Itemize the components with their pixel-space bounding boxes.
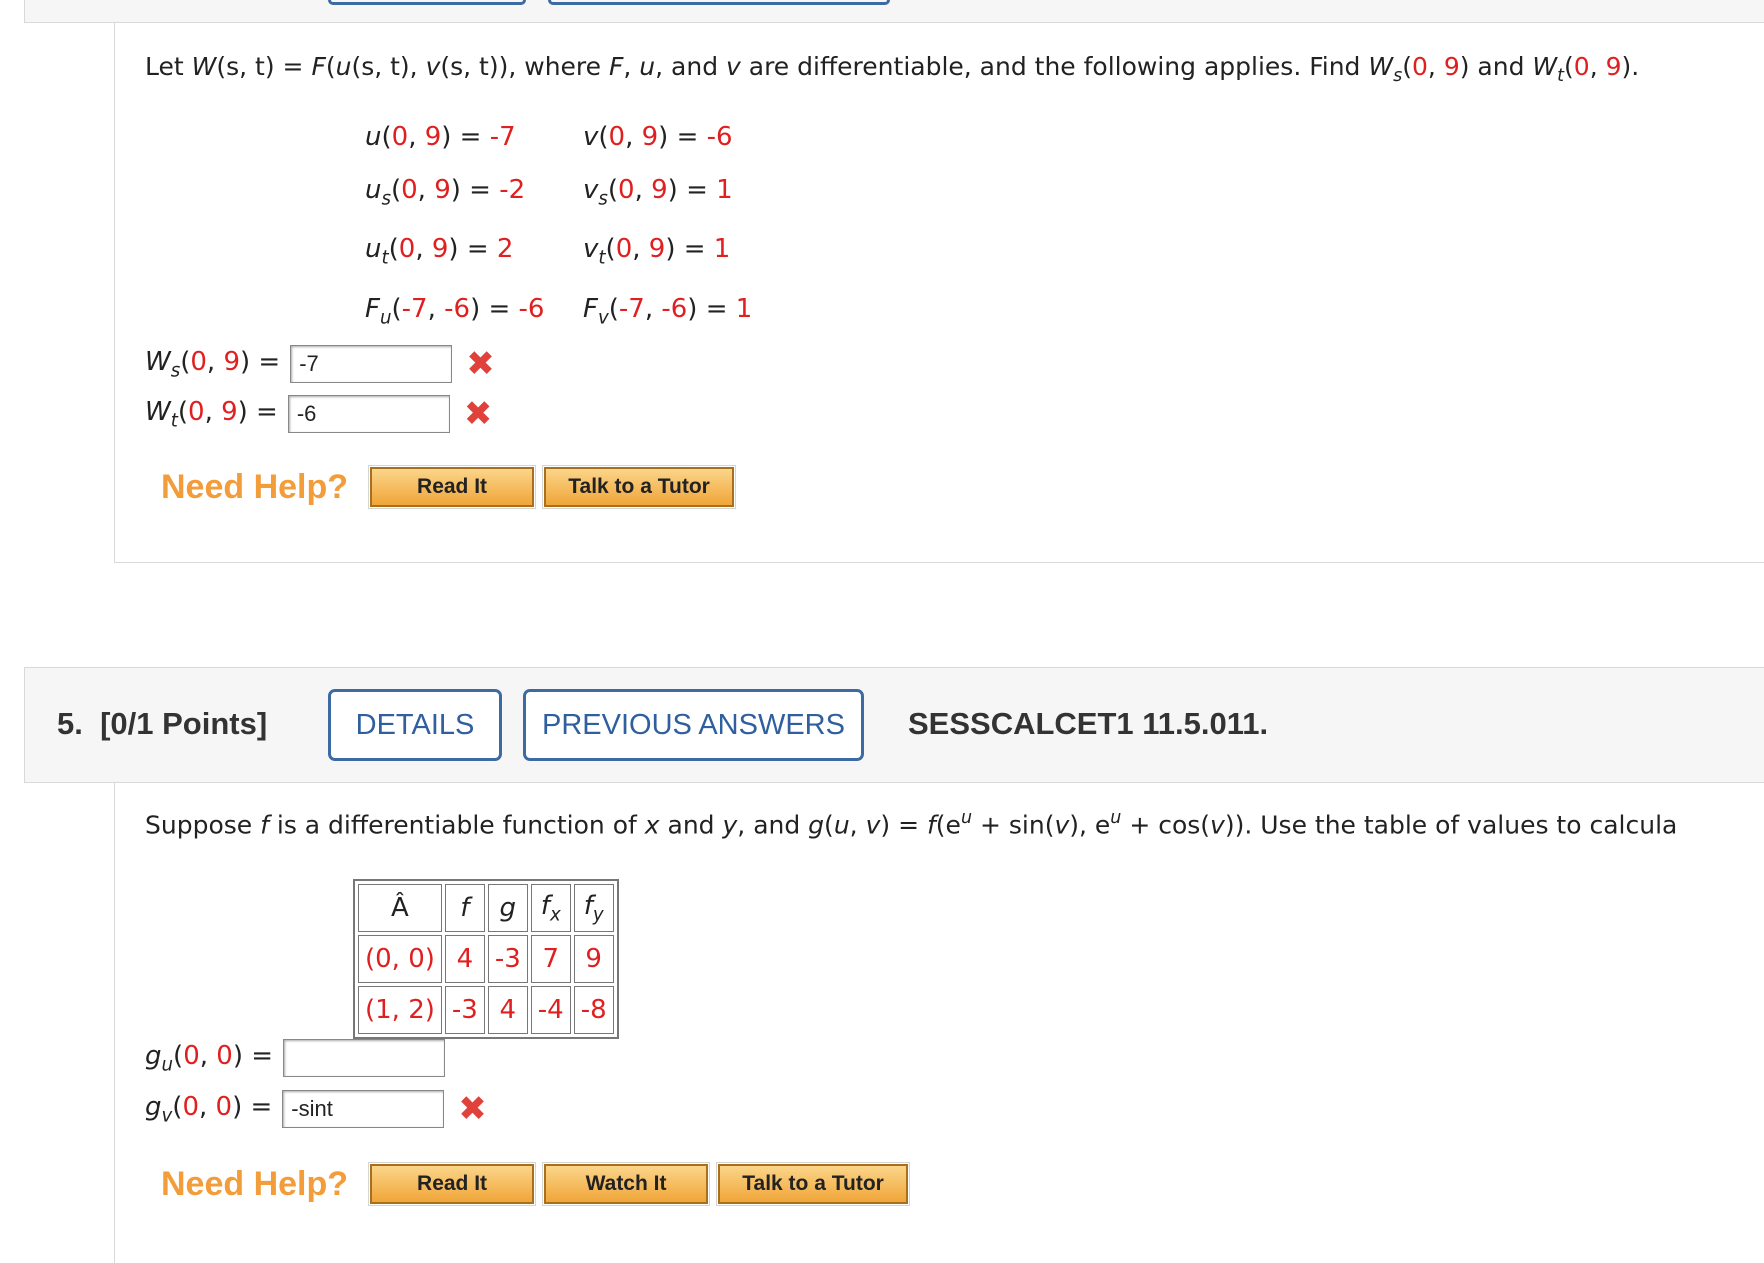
answer-gv	[145, 1090, 487, 1128]
talk-to-tutor-button[interactable]: Talk to a Tutor	[718, 1164, 908, 1204]
q4-body	[114, 22, 1764, 563]
talk-to-tutor-button[interactable]: Talk to a Tutor	[544, 467, 734, 507]
given-us: $u_s(0$, 9) = -2	[365, 175, 526, 210]
q4-previous-answers-button[interactable]	[548, 0, 890, 5]
given-vt: $v_t(0$, 9) = 1	[583, 234, 731, 269]
q5-body	[114, 783, 1764, 1263]
read-it-button[interactable]: Read It	[370, 1164, 534, 1204]
values-table	[353, 879, 619, 1039]
table-cell: 7	[531, 935, 571, 983]
previous-answers-button[interactable]: PREVIOUS ANSWERS	[523, 689, 864, 761]
table-cell: 9	[574, 935, 614, 983]
table-cell: 4	[488, 986, 528, 1034]
answer-Ws-label: $W_s(0$, 9) =	[145, 346, 281, 382]
given-Fu: $F_u(-7$, -6) = -6	[365, 294, 545, 329]
answer-gv-label: $g_v(0$, 0) =	[145, 1091, 273, 1127]
need-help-label: Need Help?	[161, 467, 349, 506]
x-mark-icon: ✖	[463, 394, 493, 434]
table-cell: 4	[445, 935, 485, 983]
question-source: SESSCALCET1 11.5.011.	[908, 706, 1269, 741]
q4-details-button[interactable]	[328, 0, 526, 5]
table-row	[358, 986, 614, 1034]
table-cell: -3	[488, 935, 528, 983]
table-cell: -3	[445, 986, 485, 1034]
table-header-row	[358, 884, 614, 932]
x-mark-icon: ✖	[458, 1089, 487, 1129]
answer-gv-input[interactable]: -sint	[282, 1090, 444, 1128]
given-ut: $u_t(0$, 9) = 2	[365, 234, 514, 269]
answer-Ws	[145, 345, 495, 383]
table-cell: -8	[574, 986, 614, 1034]
answer-gu-input[interactable]	[283, 1039, 445, 1077]
answer-Wt	[145, 395, 492, 433]
q4-help-row	[161, 467, 744, 507]
q4-prompt: Let W(s, t) = F(u(s, t), v(s, t)), where F, u, and v are differentiable, and the following applies. Find $W_s(0$, 9) and $W_t(0$, 9).	[145, 52, 1640, 87]
watch-it-button[interactable]: Watch It	[544, 1164, 708, 1204]
answer-Wt-input[interactable]: -6	[288, 395, 450, 433]
table-header: $f_y$	[574, 884, 614, 932]
table-row	[358, 935, 614, 983]
table-header: g	[488, 884, 528, 932]
q5-help-row	[161, 1164, 918, 1204]
answer-Ws-input[interactable]: -7	[290, 345, 452, 383]
q5-prompt: Suppose f is a differentiable function of x and y, and g(u, $v) = f(e^u + \sin(v)$, $e^u + \cos(v)$). Use the table of values to calcula	[145, 808, 1678, 840]
x-mark-icon: ✖	[466, 344, 495, 384]
q5-header	[24, 667, 1764, 783]
table-header: Â	[358, 884, 442, 932]
given-v: v(0, 9) = -6	[583, 122, 733, 152]
given-Fv: $F_v(-7$, -6) = 1	[583, 294, 753, 329]
answer-gu	[145, 1039, 445, 1077]
answer-Wt-label: $W_t(0$, 9) =	[145, 396, 278, 432]
read-it-button[interactable]: Read It	[370, 467, 534, 507]
q4-header	[24, 0, 1764, 23]
given-u: u(0, 9) = -7	[365, 122, 516, 152]
table-cell: -4	[531, 986, 571, 1034]
table-header: $f_x$	[531, 884, 571, 932]
question-number: 5. [0/1 Points]	[57, 706, 268, 741]
table-cell: (0, 0)	[358, 935, 442, 983]
details-button[interactable]: DETAILS	[328, 689, 502, 761]
answer-gu-label: $g_u(0$, 0) =	[145, 1040, 274, 1076]
given-vs: $v_s(0$, 9) = 1	[583, 175, 733, 210]
need-help-label: Need Help?	[161, 1164, 349, 1203]
table-header: f	[445, 884, 485, 932]
table-cell: (1, 2)	[358, 986, 442, 1034]
